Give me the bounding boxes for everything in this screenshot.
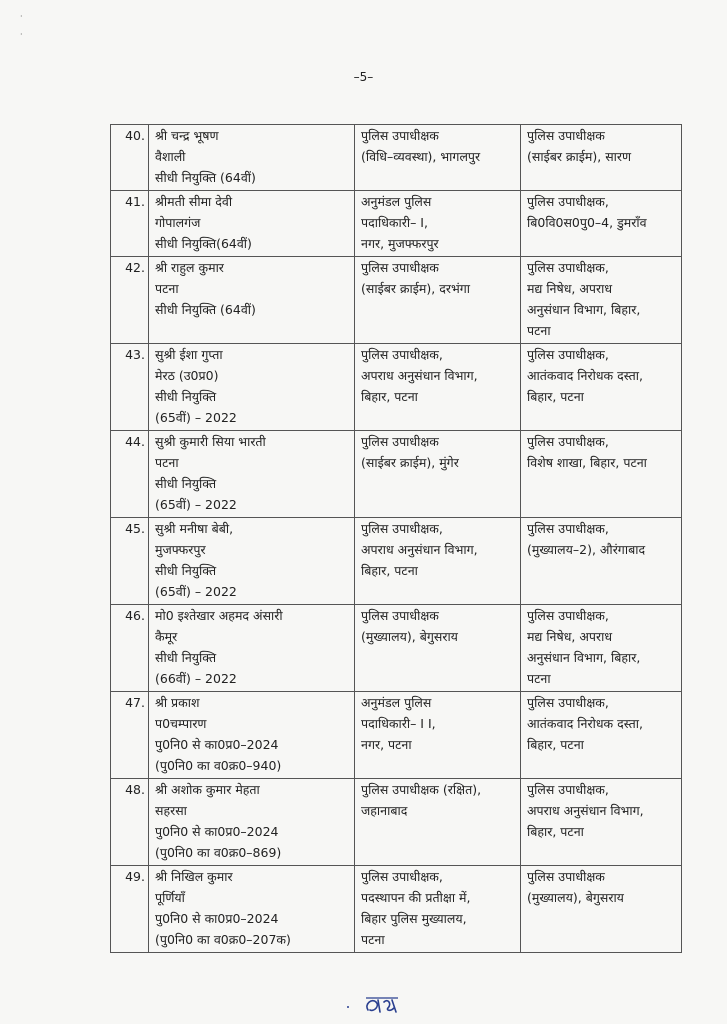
- current-posting-line: बिहार, पटना: [361, 389, 418, 404]
- current-posting-cell: [355, 692, 521, 779]
- appointment-type: सीधी नियुक्ति: [155, 563, 217, 578]
- new-posting-line: आतंकवाद निरोधक दस्ता,: [527, 716, 643, 731]
- officer-cell: [149, 779, 355, 866]
- new-posting-line: मद्य निषेध, अपराध: [527, 629, 613, 644]
- new-posting-cell: [521, 605, 682, 692]
- home-district: कैमूर: [155, 629, 178, 644]
- serial-number: 43.: [125, 347, 145, 362]
- new-posting-line: बिहार, पटना: [527, 824, 584, 839]
- officer-name: श्री चन्द्र भूषण: [155, 128, 219, 143]
- posting-table-body: [111, 125, 682, 953]
- current-posting-line: (साईबर क्राईम), दरभंगा: [361, 281, 471, 296]
- current-posting-cell: [355, 866, 521, 953]
- current-posting-line: जहानाबाद: [361, 803, 408, 818]
- table-row: [111, 344, 682, 431]
- new-posting-line: पुलिस उपाधीक्षक,: [527, 434, 609, 449]
- new-posting-line: अपराध अनुसंधान विभाग,: [527, 803, 644, 818]
- serial-number-cell: [111, 191, 149, 257]
- appointment-type: पु0नि0 से का0प्र0–2024: [155, 737, 279, 752]
- home-district: गोपालगंज: [155, 215, 201, 230]
- officer-name: श्री अशोक कुमार मेहता: [155, 782, 260, 797]
- new-posting-line: अनुसंधान विभाग, बिहार,: [527, 302, 641, 317]
- new-posting-line: पुलिस उपाधीक्षक,: [527, 521, 609, 536]
- appointment-type: (66वीं) – 2022: [155, 671, 237, 686]
- serial-number: 49.: [125, 869, 145, 884]
- appointment-type: (पु0नि0 का व0क्र0–207क): [155, 932, 291, 947]
- serial-number: 48.: [125, 782, 145, 797]
- serial-number-cell: [111, 344, 149, 431]
- officer-name: श्री प्रकाश: [155, 695, 200, 710]
- new-posting-line: मद्य निषेध, अपराध: [527, 281, 613, 296]
- officer-name: सुश्री मनीषा बेबी,: [155, 521, 234, 536]
- appointment-type: (पु0नि0 का व0क्र0–869): [155, 845, 282, 860]
- new-posting-line: पुलिस उपाधीक्षक,: [527, 194, 609, 209]
- new-posting-line: पटना: [527, 671, 551, 686]
- home-district: पटना: [155, 455, 179, 470]
- appointment-type: सीधी नियुक्ति: [155, 650, 217, 665]
- current-posting-cell: [355, 431, 521, 518]
- table-row: [111, 866, 682, 953]
- officer-cell: [149, 257, 355, 344]
- current-posting-line: पुलिस उपाधीक्षक,: [361, 869, 443, 884]
- new-posting-line: (मुख्यालय), बेगुसराय: [527, 890, 624, 905]
- new-posting-cell: [521, 191, 682, 257]
- appointment-type: सीधी नियुक्ति(64वीं): [155, 236, 252, 251]
- serial-number: 41.: [125, 194, 145, 209]
- new-posting-line: बि0वि0स0पु0–4, डुमराँव: [527, 215, 647, 230]
- current-posting-line: पुलिस उपाधीक्षक: [361, 128, 439, 143]
- officer-cell: [149, 518, 355, 605]
- appointment-type: (65वीं) – 2022: [155, 584, 237, 599]
- officer-name: श्री राहुल कुमार: [155, 260, 224, 275]
- appointment-type: पु0नि0 से का0प्र0–2024: [155, 911, 279, 926]
- current-posting-line: पुलिस उपाधीक्षक: [361, 434, 439, 449]
- officer-cell: [149, 431, 355, 518]
- serial-number-cell: [111, 605, 149, 692]
- new-posting-line: (मुख्यालय–2), औरंगाबाद: [527, 542, 646, 557]
- serial-number: 42.: [125, 260, 145, 275]
- table-row: [111, 191, 682, 257]
- home-district: पूर्णियाँ: [155, 890, 185, 905]
- current-posting-line: पुलिस उपाधीक्षक: [361, 608, 439, 623]
- new-posting-cell: [521, 518, 682, 605]
- home-district: पटना: [155, 281, 179, 296]
- new-posting-cell: [521, 866, 682, 953]
- new-posting-line: पुलिस उपाधीक्षक,: [527, 347, 609, 362]
- current-posting-line: पदस्थापन की प्रतीक्षा में,: [361, 890, 471, 905]
- home-district: प0चम्पारण: [155, 716, 207, 731]
- new-posting-line: अनुसंधान विभाग, बिहार,: [527, 650, 641, 665]
- new-posting-cell: [521, 692, 682, 779]
- serial-number: 47.: [125, 695, 145, 710]
- new-posting-line: पुलिस उपाधीक्षक: [527, 869, 605, 884]
- current-posting-cell: [355, 779, 521, 866]
- new-posting-cell: [521, 779, 682, 866]
- current-posting-cell: [355, 191, 521, 257]
- scan-specks: · ·: [20, 12, 23, 39]
- current-posting-line: बिहार पुलिस मुख्यालय,: [361, 911, 467, 926]
- home-district: मुजफ्फरपुर: [155, 542, 206, 557]
- serial-number-cell: [111, 125, 149, 191]
- appointment-type: (65वीं) – 2022: [155, 497, 237, 512]
- officer-name: सुश्री ईशा गुप्ता: [155, 347, 223, 362]
- current-posting-line: अनुमंडल पुलिस: [361, 194, 432, 209]
- new-posting-cell: [521, 344, 682, 431]
- page-number: –5–: [353, 70, 374, 84]
- current-posting-cell: [355, 344, 521, 431]
- current-posting-line: पुलिस उपाधीक्षक (रक्षित),: [361, 782, 482, 797]
- officer-cell: [149, 605, 355, 692]
- serial-number: 46.: [125, 608, 145, 623]
- officer-cell: [149, 125, 355, 191]
- officer-name: मो0 इश्तेखार अहमद अंसारी: [155, 608, 283, 623]
- current-posting-line: अपराध अनुसंधान विभाग,: [361, 542, 478, 557]
- current-posting-line: (मुख्यालय), बेगुसराय: [361, 629, 458, 644]
- current-posting-cell: [355, 605, 521, 692]
- serial-number-cell: [111, 257, 149, 344]
- serial-number: 40.: [125, 128, 145, 143]
- current-posting-line: बिहार, पटना: [361, 563, 418, 578]
- new-posting-line: पटना: [527, 323, 551, 338]
- current-posting-line: पटना: [361, 932, 385, 947]
- appointment-type: पु0नि0 से का0प्र0–2024: [155, 824, 279, 839]
- current-posting-line: (विधि–व्यवस्था), भागलपुर: [361, 149, 481, 164]
- serial-number-cell: [111, 779, 149, 866]
- appointment-type: सीधी नियुक्ति: [155, 389, 217, 404]
- new-posting-line: आतंकवाद निरोधक दस्ता,: [527, 368, 643, 383]
- officer-name: सुश्री कुमारी सिया भारती: [155, 434, 266, 449]
- current-posting-line: नगर, मुजफ्फरपुर: [361, 236, 439, 251]
- new-posting-line: बिहार, पटना: [527, 389, 584, 404]
- serial-number-cell: [111, 518, 149, 605]
- posting-table: [110, 124, 682, 953]
- officer-cell: [149, 692, 355, 779]
- new-posting-line: पुलिस उपाधीक्षक,: [527, 608, 609, 623]
- serial-number-cell: [111, 431, 149, 518]
- current-posting-line: पुलिस उपाधीक्षक,: [361, 347, 443, 362]
- appointment-type: (65वीं) – 2022: [155, 410, 237, 425]
- appointment-type: सीधी नियुक्ति (64वीं): [155, 170, 256, 185]
- current-posting-cell: [355, 125, 521, 191]
- current-posting-line: (साईबर क्राईम), मुंगेर: [361, 455, 459, 470]
- current-posting-line: पुलिस उपाधीक्षक: [361, 260, 439, 275]
- new-posting-line: पुलिस उपाधीक्षक,: [527, 260, 609, 275]
- officer-cell: [149, 191, 355, 257]
- serial-number-cell: [111, 866, 149, 953]
- current-posting-line: अपराध अनुसंधान विभाग,: [361, 368, 478, 383]
- table-row: [111, 518, 682, 605]
- appointment-type: सीधी नियुक्ति: [155, 476, 217, 491]
- officer-name: श्रीमती सीमा देवी: [155, 194, 233, 209]
- new-posting-line: पुलिस उपाधीक्षक: [527, 128, 605, 143]
- new-posting-line: विशेष शाखा, बिहार, पटना: [527, 455, 647, 470]
- serial-number: 45.: [125, 521, 145, 536]
- serial-number-cell: [111, 692, 149, 779]
- appointment-type: सीधी नियुक्ति (64वीं): [155, 302, 256, 317]
- appointment-type: (पु0नि0 का व0क्र0–940): [155, 758, 282, 773]
- current-posting-line: नगर, पटना: [361, 737, 412, 752]
- home-district: सहरसा: [155, 803, 187, 818]
- officer-cell: [149, 344, 355, 431]
- current-posting-cell: [355, 257, 521, 344]
- new-posting-cell: [521, 431, 682, 518]
- new-posting-line: पुलिस उपाधीक्षक,: [527, 695, 609, 710]
- officer-name: श्री निखिल कुमार: [155, 869, 233, 884]
- serial-number: 44.: [125, 434, 145, 449]
- new-posting-cell: [521, 257, 682, 344]
- table-row: [111, 257, 682, 344]
- home-district: वैशाली: [155, 149, 186, 164]
- current-posting-line: अनुमंडल पुलिस: [361, 695, 432, 710]
- table-row: [111, 692, 682, 779]
- table-row: [111, 779, 682, 866]
- new-posting-line: (साईबर क्राईम), सारण: [527, 149, 632, 164]
- new-posting-line: पुलिस उपाधीक्षक,: [527, 782, 609, 797]
- officer-cell: [149, 866, 355, 953]
- signature-initials: [340, 990, 420, 1020]
- table-row: [111, 605, 682, 692]
- home-district: मेरठ (उ0प्र0): [155, 368, 219, 383]
- current-posting-line: पदाधिकारी– I,: [361, 215, 428, 230]
- table-row: [111, 431, 682, 518]
- current-posting-line: पुलिस उपाधीक्षक,: [361, 521, 443, 536]
- table-row: [111, 125, 682, 191]
- new-posting-line: बिहार, पटना: [527, 737, 584, 752]
- current-posting-cell: [355, 518, 521, 605]
- new-posting-cell: [521, 125, 682, 191]
- current-posting-line: पदाधिकारी– I I,: [361, 716, 436, 731]
